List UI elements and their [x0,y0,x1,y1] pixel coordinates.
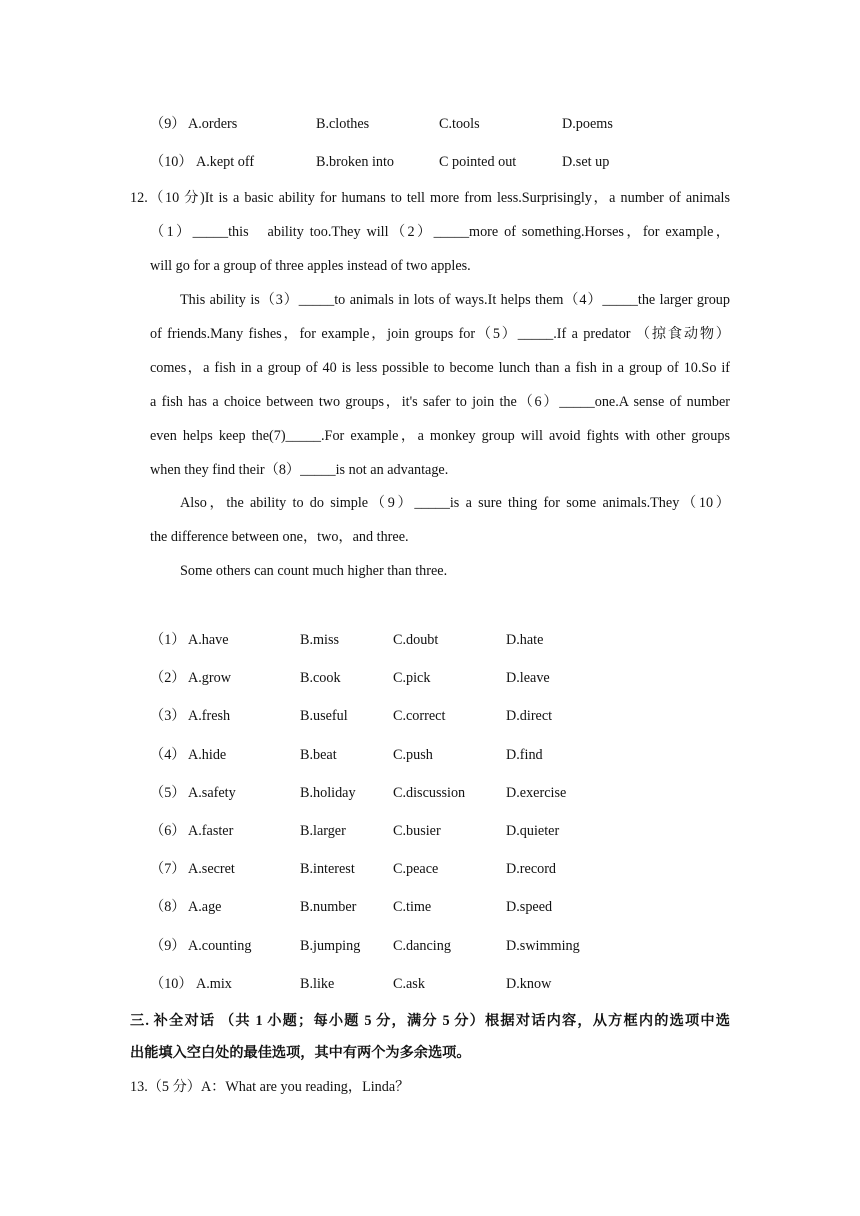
option-number: （1） [150,632,186,648]
option-d: D.quieter [506,823,560,839]
option-a: A.hide [188,747,227,763]
option-d: D.know [506,976,552,992]
q12-line-7: a fish has a choice between two groups，it's safer to join the（6）_____one.A sense of number [150,394,730,410]
option-d: D.set up [562,154,610,170]
q12-line-8: even helps keep the(7)_____.For example，a monkey group will avoid fights with other groups [150,428,730,444]
option-c: C.peace [393,861,439,877]
option-row [150,860,850,878]
option-b: B.miss [300,632,340,648]
option-number: （5） [150,785,186,801]
option-number: （7） [150,861,186,877]
option-a: A.mix [196,976,232,992]
section-3-instructions: 出能填入空白处的最佳选项，其中有两个为多余选项。 [130,1045,471,1061]
option-b: B.larger [300,823,346,839]
option-b: B.useful [300,708,348,724]
q13-line: 13.（5 分）A：What are you reading，Linda？ [130,1079,410,1095]
option-number: （6） [150,823,186,839]
option-row [150,669,850,687]
option-c: C.time [393,899,432,915]
option-c: C.doubt [393,632,439,648]
option-row [150,975,850,993]
q12-line-5: of friends.Many fishes，for example，join groups for（5）_____.If a predator （掠食动物） [150,326,730,342]
option-c: C.discussion [393,785,466,801]
option-number: （4） [150,747,186,763]
q12-line-2: （1）_____this ability too.They will（2）_____more of something.Horses，for example， [150,224,730,240]
option-number: （10） [150,976,193,992]
q12-line-6: comes，a fish in a group of 40 is less possible to become lunch than a fish in a group of 10.So if [150,360,730,376]
option-d: D.exercise [506,785,567,801]
option-row [150,746,850,764]
option-a: A.age [188,899,222,915]
option-c: C.ask [393,976,425,992]
option-d: D.direct [506,708,553,724]
option-c: C.dancing [393,938,451,954]
option-a: A.secret [188,861,235,877]
option-c: C.correct [393,708,446,724]
option-a: A.faster [188,823,234,839]
option-b: B.broken into [316,154,395,170]
option-a: A.safety [188,785,236,801]
prev-option-row-10 [150,153,850,171]
option-number: （9） [150,938,186,954]
q12-line-10: Also，the ability to do simple（9）_____is a sure thing for some animals.They（10） [180,495,730,511]
option-c: C.push [393,747,433,763]
option-d: D.hate [506,632,544,648]
q12-line-4: This ability is（3）_____to animals in lots of ways.It helps them（4）_____the larger group [180,292,730,308]
option-number: （2） [150,670,186,686]
option-number: （10） [150,154,193,170]
option-c: C.busier [393,823,441,839]
option-row [150,937,850,955]
option-d: D.find [506,747,543,763]
option-b: B.jumping [300,938,361,954]
option-d: D.speed [506,899,553,915]
option-c: C.tools [439,116,480,132]
prev-option-row-9 [150,115,850,133]
option-row [150,631,850,649]
option-a: A.fresh [188,708,231,724]
option-a: A.counting [188,938,252,954]
q12-line-11: the difference between one，two，and three. [150,529,409,545]
option-d: D.leave [506,670,550,686]
option-row [150,898,850,916]
option-b: B.cook [300,670,341,686]
option-a: A.kept off [196,154,255,170]
option-d: D.poems [562,116,613,132]
option-b: B.number [300,899,357,915]
q12-line-3: will go for a group of three apples instead of two apples. [150,258,471,274]
option-c: C.pick [393,670,431,686]
option-b: B.like [300,976,335,992]
option-row [150,784,850,802]
option-b: B.holiday [300,785,356,801]
section-3-heading: 三. 补全对话 （共 1 小题；每小题 5 分，满分 5 分）根据对话内容，从方框内的选项中选 [130,1013,730,1029]
option-d: D.swimming [506,938,580,954]
option-c: C pointed out [439,154,517,170]
option-b: B.interest [300,861,355,877]
q12-line-9: when they find their（8）_____is not an advantage. [150,462,449,478]
option-b: B.beat [300,747,337,763]
option-d: D.record [506,861,557,877]
option-a: A.have [188,632,229,648]
option-a: A.grow [188,670,231,686]
option-row [150,707,850,725]
option-number: （9） [150,116,186,132]
option-number: （8） [150,899,186,915]
option-row [150,822,850,840]
option-a: A.orders [188,116,238,132]
q12-line-12: Some others can count much higher than three. [180,563,448,579]
option-number: （3） [150,708,186,724]
q12-line-1: 12.（10 分)It is a basic ability for humans to tell more from less.Surprisingly，a number of animals [130,190,730,206]
option-b: B.clothes [316,116,370,132]
